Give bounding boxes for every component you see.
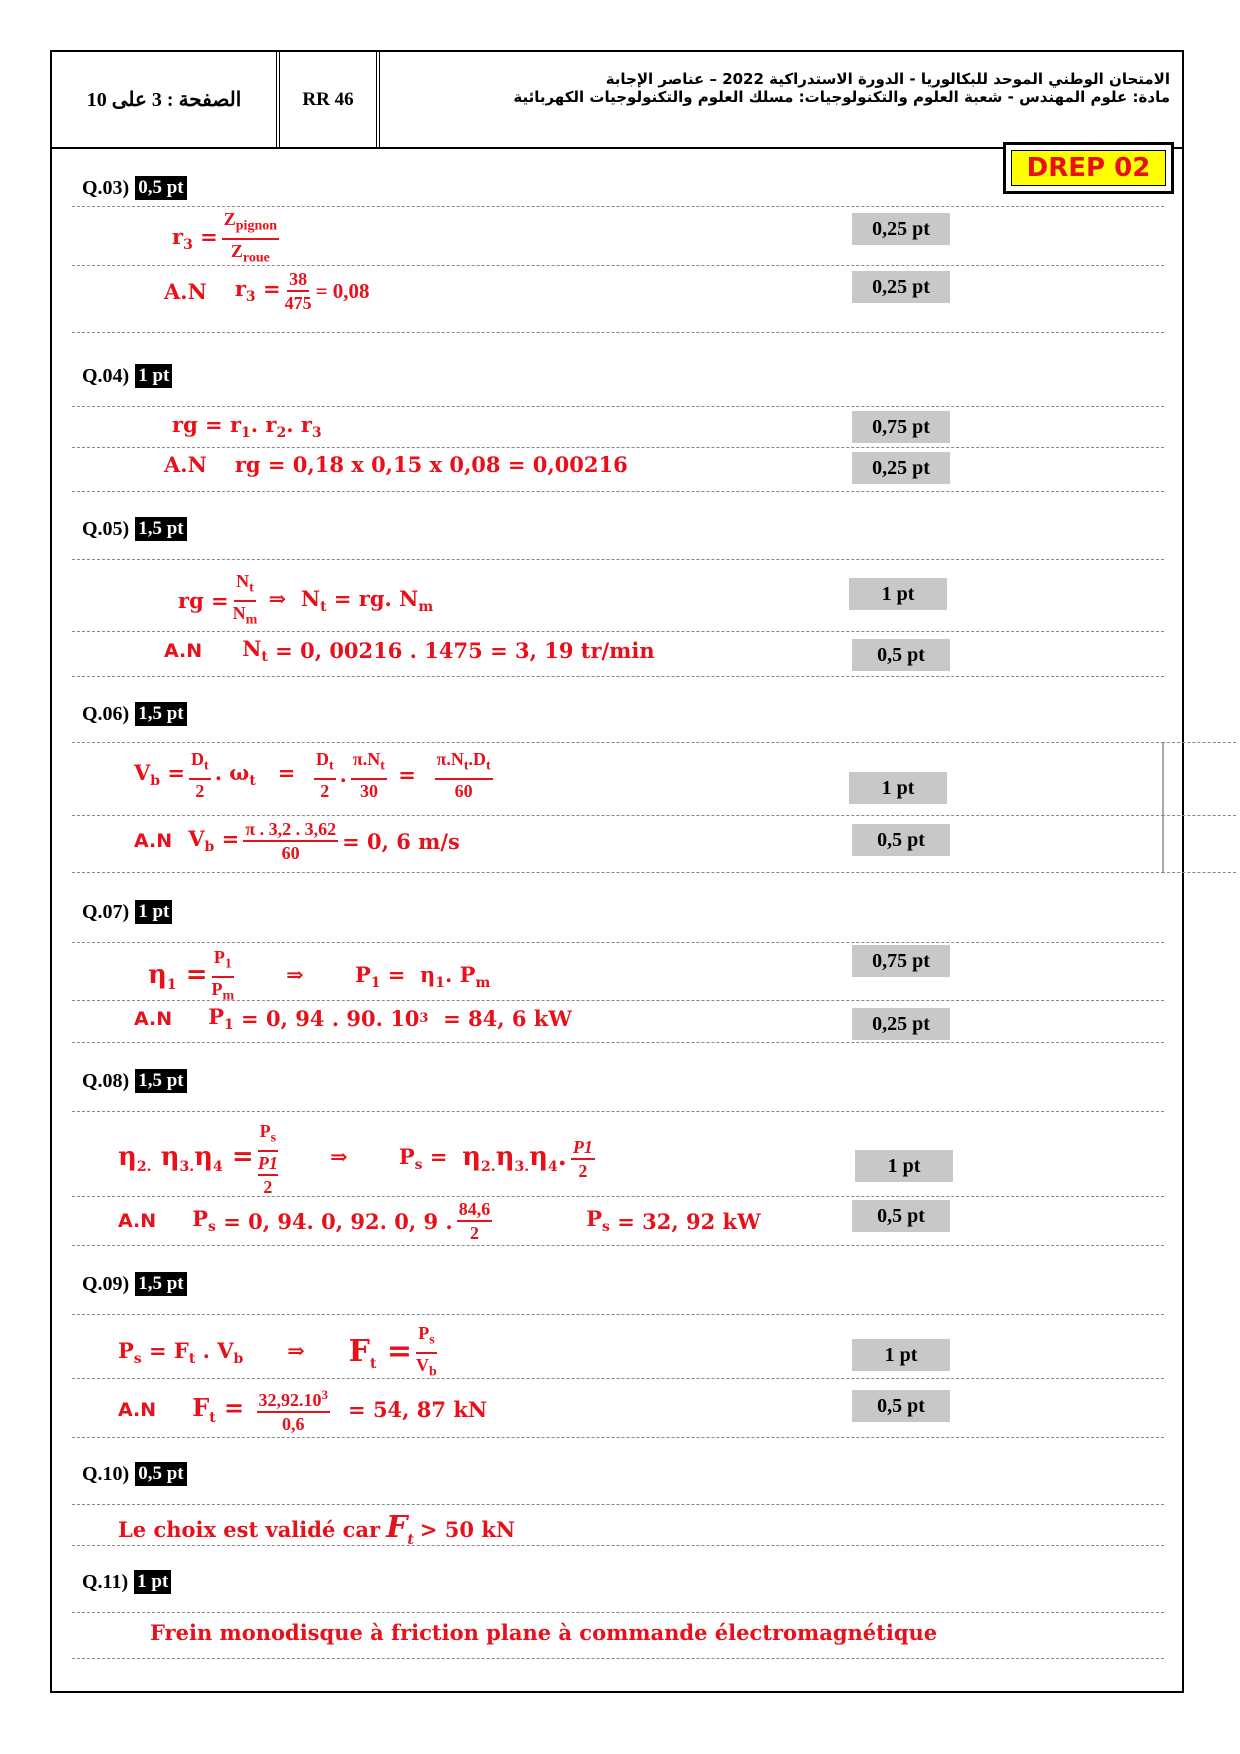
an-label: A.N [164,278,207,304]
question-label [82,1462,187,1486]
divider [72,742,1164,743]
q-number: Q.04) [82,364,130,387]
divider [72,815,1164,816]
q08-an: A.N $P_s$ = 0, 94. 0, 92. 0, 9 . $\frac{84,6}{2}$ $P_s$ = 32, 92 kW [118,1199,761,1243]
q-number: Q.07) [82,900,130,923]
q08-num: 84,6 [457,1198,493,1222]
q08-calc: = 0, 94. 0, 92. 0, 9 . [223,1208,453,1234]
question-label [82,702,187,726]
score-box: 1 pt [855,1150,953,1182]
q09-exponent: 3 [321,1387,329,1402]
score-box: 0,25 pt [852,271,950,303]
q05-an: A.N $N_t$ = 0, 00216 . 1475 = 3, 19 tr/min [164,636,655,666]
drep-label: DREP 02 [1011,150,1166,186]
q05-result: = 0, 00216 . 1475 = 3, 19 tr/min [275,638,655,664]
q-number: Q.11) [82,1570,129,1593]
an-label: A.N [118,1398,157,1421]
divider [72,1111,1164,1112]
exam-code: RR 46 [280,52,380,147]
divider [72,265,1164,266]
q-points: 1,5 pt [135,517,186,541]
q06-result: = 0, 6 m/s [342,828,460,854]
q06-num: π . 3,2 . 3,62 [243,818,338,842]
divider [72,942,1164,943]
question-label [82,364,172,388]
divider [72,1437,1164,1438]
q-number: Q.05) [82,517,130,540]
divider [72,631,1164,632]
exam-title [380,52,1182,147]
divider [1162,815,1236,816]
q08-formula: $\eta_{2.}$ $\eta_{3.}\eta_4$ = $P_s$ P1 2 ⇒ $P_s$ = $\eta_{2.}\eta_{3.}\eta_4$. $\frac{P1}{2}$ [118,1121,593,1197]
page-number: الصفحة : 3 على 10 [52,52,280,147]
divider [72,1612,1164,1613]
q07-exponent: 3 [419,1011,429,1027]
score-box: 0,5 pt [852,639,950,671]
divider [72,1378,1164,1379]
score-box: 0,5 pt [852,824,950,856]
divider [72,406,1164,407]
q04-result: rg = 0,18 x 0,15 x 0,08 = 0,00216 [234,452,628,477]
q07-formula: $\eta_1$ = $\frac{P_1}{P_m}$ ⇒ $P_1 = \eta_1$. $P_m$ [148,947,491,1004]
question-label [82,517,187,541]
q08-result: = 32, 92 kW [617,1208,761,1234]
q04-an [164,452,628,477]
score-box: 1 pt [849,772,947,804]
divider [72,1314,1164,1315]
q-points: 1 pt [134,1570,171,1594]
score-box: 1 pt [852,1339,950,1371]
divider [72,1042,1164,1043]
divider [1162,872,1236,873]
divider [1162,742,1236,743]
q03-formula: $r_3$ = $\frac{Z_{pignon}}{Z_{roue}}$ [172,209,278,266]
q10-answer: Le choix est validé car $F_t$ > 50 kN [118,1510,516,1548]
q03-den: 475 [284,293,312,313]
q03-result: = 0,08 [315,278,370,303]
q09-an: A.N $F_t$ = $\frac{32,92.10^3}{0,6}$ = 54, 87 kN [118,1384,487,1435]
q-points: 1 pt [135,364,172,388]
q-points: 1,5 pt [135,702,186,726]
an-label: A.N [134,830,173,852]
divider [72,491,1164,492]
q-points: 1,5 pt [135,1069,186,1093]
divider [72,1504,1164,1505]
score-box: 0,75 pt [852,411,950,443]
an-label: A.N [164,639,203,662]
divider [72,676,1164,677]
divider [72,559,1164,560]
q09-result: = 54, 87 kN [348,1397,488,1422]
q03-an: A.N $r_3$ = $\frac{38}{475}$ = 0,08 [164,269,370,313]
header [52,52,1182,149]
q10-text: Le choix est validé car [118,1516,381,1542]
an-label: A.N [118,1210,157,1232]
score-box: 0,25 pt [852,213,950,245]
divider [72,872,1164,873]
divider [72,447,1164,448]
q07-result: = 84, 6 kW [443,1006,572,1032]
q-number: Q.09) [82,1272,130,1295]
q09-num: 32,92.10 [258,1390,322,1410]
drep-box [1003,142,1174,194]
score-box: 0,25 pt [852,1008,950,1040]
question-label [82,1069,187,1093]
q08-den: 2 [469,1223,479,1243]
divider [72,206,1164,207]
question-label [82,1272,187,1296]
q04-formula: rg = $r_1$. $r_2$. $r_3$ [172,412,322,442]
score-box: 1 pt [849,578,947,610]
q10-tail: > 50 kN [419,1516,516,1542]
score-box: 0,5 pt [852,1390,950,1422]
q03-num: 38 [287,268,309,292]
q-number: Q.10) [82,1462,130,1485]
q06-formula: $V_b$ = $\frac{D_t}{2}$ . $\omega_t$ = $\frac{D_t}{2}$ . $\frac{\pi.N_t}{30}$ = $\frac{\pi.N_t.D_t}{60}$ [134,749,491,801]
q-number: Q.08) [82,1069,130,1092]
score-box: 0,5 pt [852,1200,950,1232]
q-points: 0,5 pt [135,1462,186,1486]
divider [72,332,1164,333]
q-number: Q.03) [82,176,130,199]
q-number: Q.06) [82,702,130,725]
divider [72,1000,1164,1001]
score-box: 0,75 pt [852,945,950,977]
q06-den: 60 [281,843,300,863]
an-label: A.N [164,452,207,477]
divider [72,1658,1164,1659]
q-points: 1,5 pt [135,1272,186,1296]
q-points: 1 pt [135,900,172,924]
margin-line [1162,742,1164,872]
divider [72,1545,1164,1546]
an-label: A.N [134,1007,173,1030]
q11-answer [150,1620,937,1645]
question-label [82,176,187,200]
divider [72,1245,1164,1246]
exam-title-line1: الامتحان الوطني الموحد للبكالوريا - الدورة الاستدراكية 2022 – عناصر الإجابة [605,70,1170,88]
q05-formula: rg = $\frac{N_t}{N_m}$ ⇒ $N_t$ = rg. $N_m$ [178,571,434,628]
divider [72,1196,1164,1197]
question-label [82,900,172,924]
q09-den: 0,6 [282,1414,305,1434]
q07-calc: = 0, 94 . 90. 10 [241,1006,420,1032]
q11-text: Frein monodisque à friction plane à commande électromagnétique [150,1620,938,1645]
q09-formula: $P_s = F_t$ . $V_b$ ⇒ $F_t$ = $\frac{P_s}{V_b}$ [118,1323,437,1380]
q-points: 0,5 pt [135,176,186,200]
q06-an: A.N $V_b$ = $\frac{\pi . 3,2 . 3,62}{60}$ = 0, 6 m/s [134,819,460,863]
exam-title-line2: مادة: علوم المهندس - شعبة العلوم والتكنولوجيات: مسلك العلوم والتكنولوجيات الكهربائية [513,88,1170,106]
q07-an: A.N $P_1$ = 0, 94 . 90. 10 3 = 84, 6 kW [134,1004,572,1034]
question-label [82,1570,171,1594]
score-box: 0,25 pt [852,452,950,484]
